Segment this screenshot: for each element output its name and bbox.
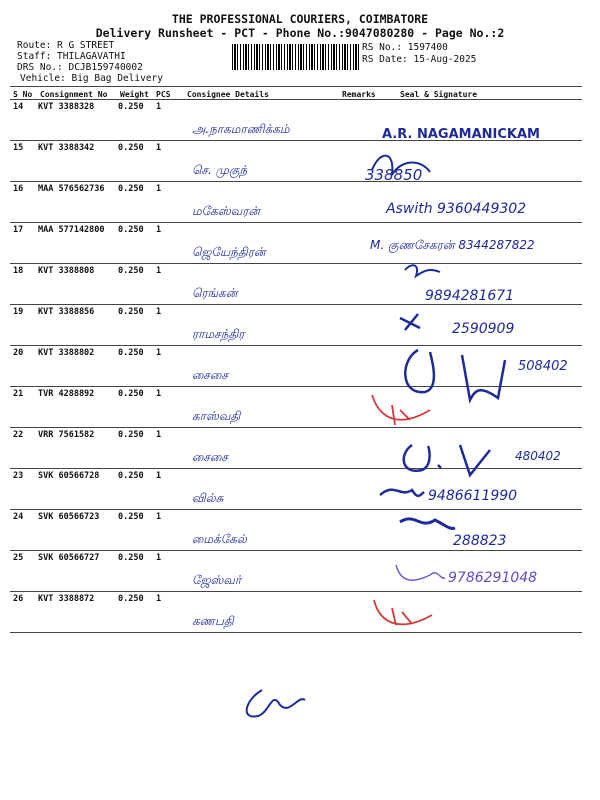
row-pcs: 1 — [156, 430, 162, 440]
col-signature: Seal & Signature — [400, 90, 478, 99]
row-divider — [10, 386, 582, 387]
scribble-24 — [400, 519, 455, 529]
signature-24: 288823 — [453, 533, 507, 549]
row-divider — [10, 345, 582, 346]
signature-20: 508402 — [518, 359, 568, 374]
row-weight: 0.250 — [118, 430, 144, 440]
row-weight: 0.250 — [118, 594, 144, 604]
row-pcs: 1 — [156, 225, 162, 235]
row-consignee: ராமசந்திர — [192, 327, 245, 341]
row-weight: 0.250 — [118, 225, 144, 235]
rs-date: RS Date: 15-Aug-2025 — [362, 54, 477, 65]
scribble-20 — [405, 350, 505, 400]
row-consignment-no: MAA 576562736 — [38, 184, 105, 194]
row-consignment-no: KVT 3388872 — [38, 594, 95, 604]
signature-25: 9786291048 — [448, 570, 538, 586]
row-consignee: சைசை — [192, 368, 228, 382]
row-consignee: ஜேஸ்வர் — [192, 573, 242, 587]
row-consignment-no: VRR 7561582 — [38, 430, 95, 440]
row-consignment-no: KVT 3388808 — [38, 266, 95, 276]
row-divider — [10, 140, 582, 141]
row-sno: 17 — [13, 225, 24, 235]
signature-19: 2590909 — [452, 321, 515, 337]
signature-23: 9486611990 — [428, 488, 518, 504]
row-pcs: 1 — [156, 307, 162, 317]
row-sno: 23 — [13, 471, 24, 481]
header-bottom-rule — [10, 99, 582, 100]
row-sno: 24 — [13, 512, 24, 522]
seal-text: A.R. NAGAMANICKAM — [382, 127, 540, 142]
signature-22: 480402 — [515, 449, 561, 463]
signature-16: Aswith 9360449302 — [386, 201, 527, 217]
row-divider — [10, 632, 582, 633]
row-weight: 0.250 — [118, 348, 144, 358]
scribble-23 — [380, 490, 424, 496]
row-sno: 20 — [13, 348, 24, 358]
row-pcs: 1 — [156, 389, 162, 399]
row-pcs: 1 — [156, 184, 162, 194]
row-divider — [10, 222, 582, 223]
row-sno: 25 — [13, 553, 24, 563]
row-sno: 22 — [13, 430, 24, 440]
scribble-19 — [400, 314, 420, 330]
row-sno: 14 — [13, 102, 24, 112]
row-pcs: 1 — [156, 594, 162, 604]
row-weight: 0.250 — [118, 512, 144, 522]
row-divider — [10, 181, 582, 182]
row-consignee: செ. முகுந் — [192, 163, 248, 177]
row-sno: 15 — [13, 143, 24, 153]
row-pcs: 1 — [156, 102, 162, 112]
row-consignment-no: SVK 60566728 — [38, 471, 100, 481]
row-consignment-no: KVT 3388856 — [38, 307, 95, 317]
row-consignee: அ.நாகமாணிக்கம் — [192, 122, 290, 136]
col-consignment: Consignment No — [40, 90, 108, 99]
row-weight: 0.250 — [118, 102, 144, 112]
row-weight: 0.250 — [118, 471, 144, 481]
vehicle-label: Vehicle: Big Bag Delivery — [20, 73, 163, 84]
row-sno: 19 — [13, 307, 24, 317]
runsheet-subtitle: Delivery Runsheet - PCT - Phone No.:9047080280 - Page No.:2 — [95, 26, 505, 40]
signature-18: 9894281671 — [425, 288, 515, 304]
col-pcs: PCS — [156, 90, 171, 99]
staff-label: Staff: THILAGAVATHI — [17, 51, 126, 62]
scribble-15 — [372, 156, 430, 175]
row-divider — [10, 304, 582, 305]
row-pcs: 1 — [156, 512, 162, 522]
row-sno: 21 — [13, 389, 24, 399]
barcode — [232, 44, 359, 70]
row-divider — [10, 509, 582, 510]
row-pcs: 1 — [156, 471, 162, 481]
row-divider — [10, 427, 582, 428]
route-label: Route: R G STREET — [17, 40, 115, 51]
row-consignee: சைசை — [192, 450, 228, 464]
row-consignee: காஸ்வதி — [192, 409, 241, 423]
scribble-25 — [396, 565, 445, 580]
red-mark-21 — [372, 395, 430, 425]
col-remarks: Remarks — [342, 90, 376, 99]
row-consignment-no: KVT 3388802 — [38, 348, 95, 358]
row-consignment-no: SVK 60566727 — [38, 553, 100, 563]
signature-15: 338850 — [365, 166, 423, 184]
col-consignee: Consignee Details — [187, 90, 269, 99]
row-consignee: ரெங்கன் — [192, 286, 238, 300]
row-divider — [10, 550, 582, 551]
row-pcs: 1 — [156, 266, 162, 276]
col-weight: Weight — [120, 90, 149, 99]
row-weight: 0.250 — [118, 307, 144, 317]
drs-label: DRS No.: DCJB159740002 — [17, 62, 143, 73]
scribble-18 — [405, 265, 440, 276]
row-divider — [10, 263, 582, 264]
row-consignment-no: SVK 60566723 — [38, 512, 100, 522]
row-consignment-no: TVR 4288892 — [38, 389, 95, 399]
company-title: THE PROFESSIONAL COURIERS, COIMBATORE — [171, 12, 429, 26]
row-sno: 26 — [13, 594, 24, 604]
row-consignment-no: MAA 577142800 — [38, 225, 105, 235]
row-pcs: 1 — [156, 553, 162, 563]
row-pcs: 1 — [156, 348, 162, 358]
footer-signature — [247, 690, 305, 717]
header-top-rule — [10, 86, 582, 87]
scribble-22 — [404, 445, 490, 475]
row-weight: 0.250 — [118, 266, 144, 276]
row-weight: 0.250 — [118, 184, 144, 194]
row-consignment-no: KVT 3388328 — [38, 102, 95, 112]
signature-17: M. குணசேகரன் 8344287822 — [370, 238, 535, 252]
row-pcs: 1 — [156, 143, 162, 153]
row-consignee: ஜெயேந்திரன் — [192, 245, 266, 259]
row-divider — [10, 468, 582, 469]
row-sno: 16 — [13, 184, 24, 194]
row-weight: 0.250 — [118, 143, 144, 153]
row-weight: 0.250 — [118, 389, 144, 399]
row-consignee: மைக்கேல் — [192, 532, 247, 546]
row-weight: 0.250 — [118, 553, 144, 563]
row-consignee: வில்சு — [192, 491, 224, 505]
col-sno: S No — [13, 90, 33, 99]
row-divider — [10, 591, 582, 592]
row-consignment-no: KVT 3388342 — [38, 143, 95, 153]
red-mark-26 — [374, 600, 432, 625]
rs-number: RS No.: 1597400 — [362, 42, 448, 53]
row-consignee: மகேஸ்வரன் — [192, 204, 261, 218]
row-consignee: கணபதி — [192, 614, 234, 628]
row-sno: 18 — [13, 266, 24, 276]
